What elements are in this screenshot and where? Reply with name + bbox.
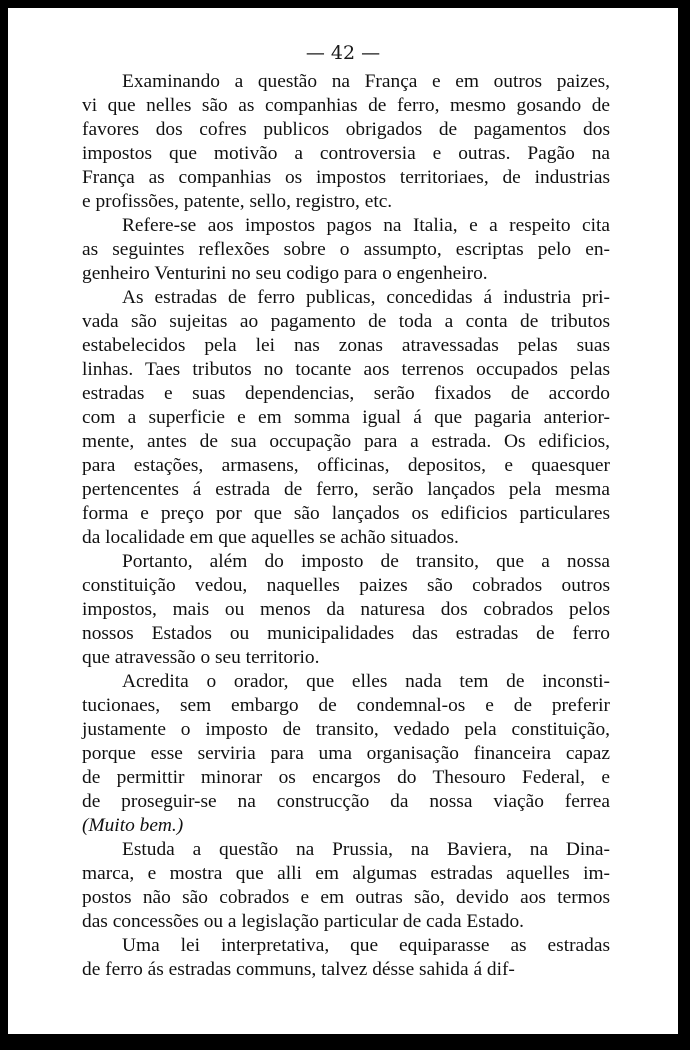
text-line: marca, e mostra que alli em algumas estradas aquelles im-	[82, 863, 610, 884]
applause-note: (Muito bem.)	[82, 815, 184, 836]
body-text	[82, 70, 610, 982]
text-line: Examinando a questão na França e em outros paizes,	[122, 71, 610, 92]
text-line: vada são sujeitas ao pagamento de toda a conta de tributos	[82, 311, 610, 332]
text-line: para estações, armasens, officinas, depositos, e quaesquer	[82, 455, 610, 476]
text-line: justamente o imposto de transito, vedado pela constituição,	[82, 719, 610, 740]
text-line: favores dos cofres publicos obrigados de pagamentos dos	[82, 119, 610, 140]
text-line: vi que nelles são as companhias de ferro, mesmo gosando de	[82, 95, 610, 116]
text-line: porque esse serviria para uma organisação financeira capaz	[82, 743, 610, 764]
text-line: As estradas de ferro publicas, concedidas á industria pri-	[122, 287, 610, 308]
text-line: forma e preço por que são lançados os edificios particulares	[82, 503, 610, 524]
text-line: nossos Estados ou municipalidades das estradas de ferro	[82, 623, 610, 644]
text-line: de proseguir-se na construcção da nossa viação ferrea	[82, 791, 610, 812]
paragraph	[82, 838, 610, 934]
text-line: com a superficie e em somma igual á que pagaria anterior-	[82, 407, 610, 428]
text-line: tucionaes, sem embargo de condemnal-os e de preferir	[82, 695, 610, 716]
text-line: linhas. Taes tributos no tocante aos terrenos occupados pelas	[82, 359, 610, 380]
text-line: constituição vedou, naquelles paizes são cobrados outros	[82, 575, 610, 596]
book-page	[8, 8, 678, 1034]
text-line: impostos que motivão a controversia e outras. Pagão na	[82, 143, 610, 164]
paragraph	[82, 70, 610, 214]
text-line: França as companhias os impostos territoriaes, de industrias	[82, 167, 610, 188]
text-line: e profissões, patente, sello, registro, etc.	[82, 191, 393, 212]
text-line: de permittir minorar os encargos do Thesouro Federal, e	[82, 767, 610, 788]
text-line: mente, antes de sua occupação para a estrada. Os edificios,	[82, 431, 610, 452]
paragraph	[82, 286, 610, 550]
text-line: impostos, mais ou menos da naturesa dos cobrados pelos	[82, 599, 610, 620]
paragraph	[82, 934, 610, 982]
text-line: estabelecidos pela lei nas zonas atravessadas pelas suas	[82, 335, 610, 356]
text-line: Portanto, além do imposto de transito, que a nossa	[122, 551, 610, 572]
text-line: as seguintes reflexões sobre o assumpto, escriptas pelo en-	[82, 239, 610, 260]
text-line: Acredita o orador, que elles nada tem de inconsti-	[122, 671, 610, 692]
paragraph	[82, 670, 610, 838]
text-line: postos não são cobrados e em outras são, devido aos termos	[82, 887, 610, 908]
text-line: da localidade em que aquelles se achão situados.	[82, 527, 459, 548]
text-line: de ferro ás estradas communs, talvez désse sahida á dif-	[82, 959, 515, 980]
text-line: pertencentes á estrada de ferro, serão lançados pela mesma	[82, 479, 610, 500]
paragraph	[82, 550, 610, 670]
text-line: estradas e suas dependencias, serão fixados de accordo	[82, 383, 610, 404]
text-line: das concessões ou a legislação particular de cada Estado.	[82, 911, 525, 932]
text-line: Uma lei interpretativa, que equiparasse as estradas	[122, 935, 610, 956]
text-line: Estuda a questão na Prussia, na Baviera, na Dina-	[122, 839, 610, 860]
paragraph	[82, 214, 610, 286]
text-line: que atravessão o seu territorio.	[82, 647, 320, 668]
text-line: Refere-se aos impostos pagos na Italia, e a respeito cita	[122, 215, 610, 236]
text-line: genheiro Venturini no seu codigo para o engenheiro.	[82, 263, 488, 284]
page-number: — 42 —	[305, 42, 381, 64]
